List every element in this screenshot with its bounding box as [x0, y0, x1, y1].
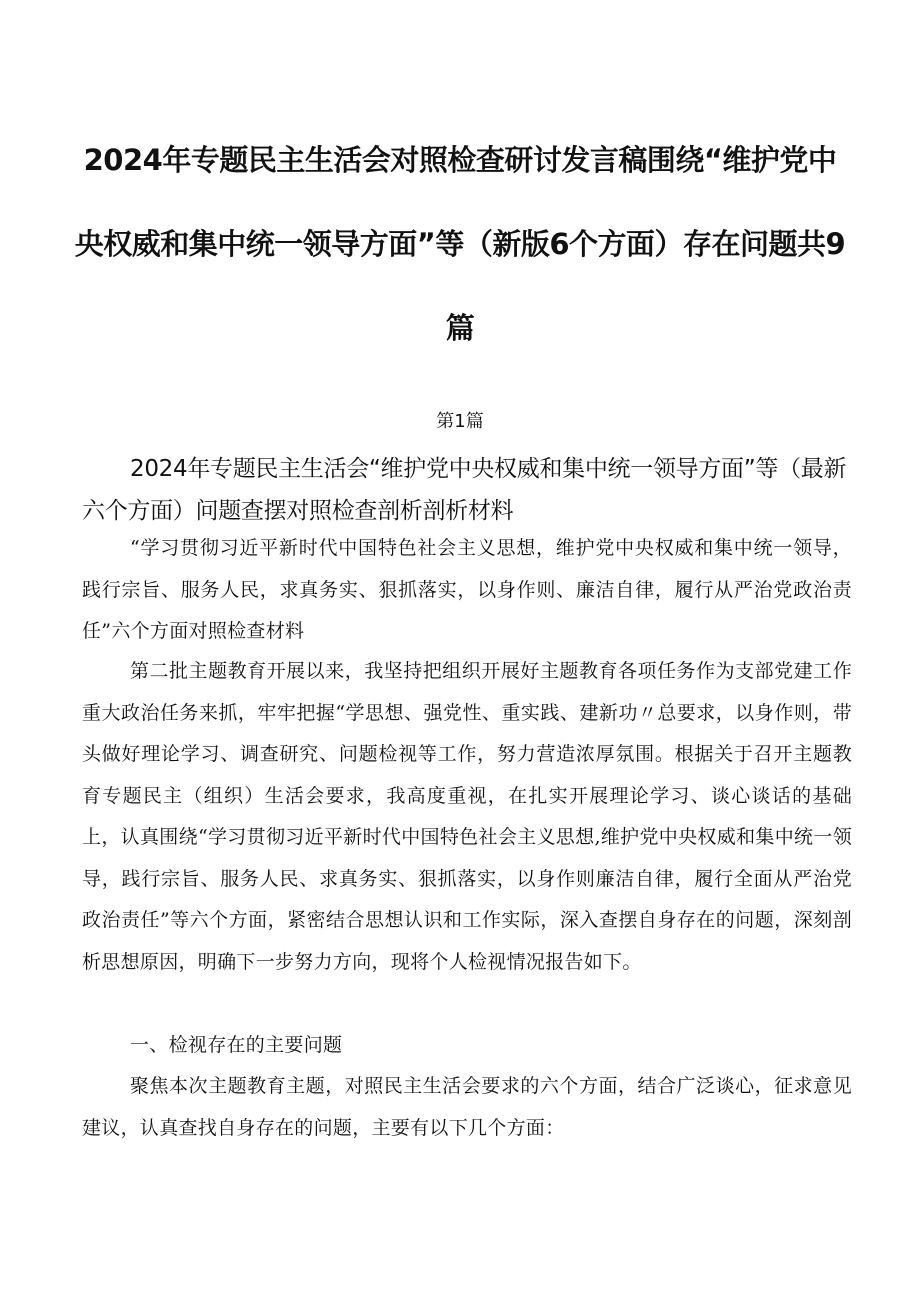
section-subtitle: 2024年专题民主生活会“维护党中央权威和集中统一领导方面”等（最新六个方面）问题查摆对照检查剖析剖析材料	[82, 456, 847, 524]
heading-main-problems: 一、检视存在的主要问题	[130, 1034, 343, 1056]
paragraph-intro: 第二批主题教育开展以来，我坚持把组织开展好主题教育各项任务作为支部党建工作重大政治任务来抓，牢牢把握“学思想、强党性、重实践、建新功〃总要求，以身作则，带头做好理论学习、调查研究、问题检视等工作，努力营造浓厚氛围。根据关于召开主题教育专题民主（组织）生活会要求，我高度重视，在扎实开展理论学习、谈心谈话的基础上，认真围绕“学习贯彻习近平新时代中国特色社会主义思想,维护党中央权威和集中统一领导，践行宗旨、服务人民、求真务实、狠抓落实，以身作则廉洁自律，履行全面从严治党政治责任”等六个方面，紧密结合思想认识和工作实际，深入查摆自身存在的问题，深刻剖析思想原因，明确下一步努力方向，现将个人检视情况报告如下。	[82, 660, 852, 973]
paragraph-problems-intro: 聚焦本次主题教育主题，对照民主生活会要求的六个方面，结合广泛谈心，征求意见建议，认真查找自身存在的问题，主要有以下几个方面：	[82, 1075, 852, 1139]
section-label: 第1篇	[436, 411, 484, 432]
document-title: 2024年专题民主生活会对照检查研讨发言稿围绕“维护党中央权威和集中统一领导方面”等（新版6个方面）存在问题共9篇	[74, 143, 846, 345]
paragraph-topic: “学习贯彻习近平新时代中国特色社会主义思想，维护党中央权威和集中统一领导，践行宗旨、服务人民，求真务实、狠抓落实，以身作则、廉洁自律，履行从严治党政治责任”六个方面对照检查材料	[82, 537, 852, 642]
